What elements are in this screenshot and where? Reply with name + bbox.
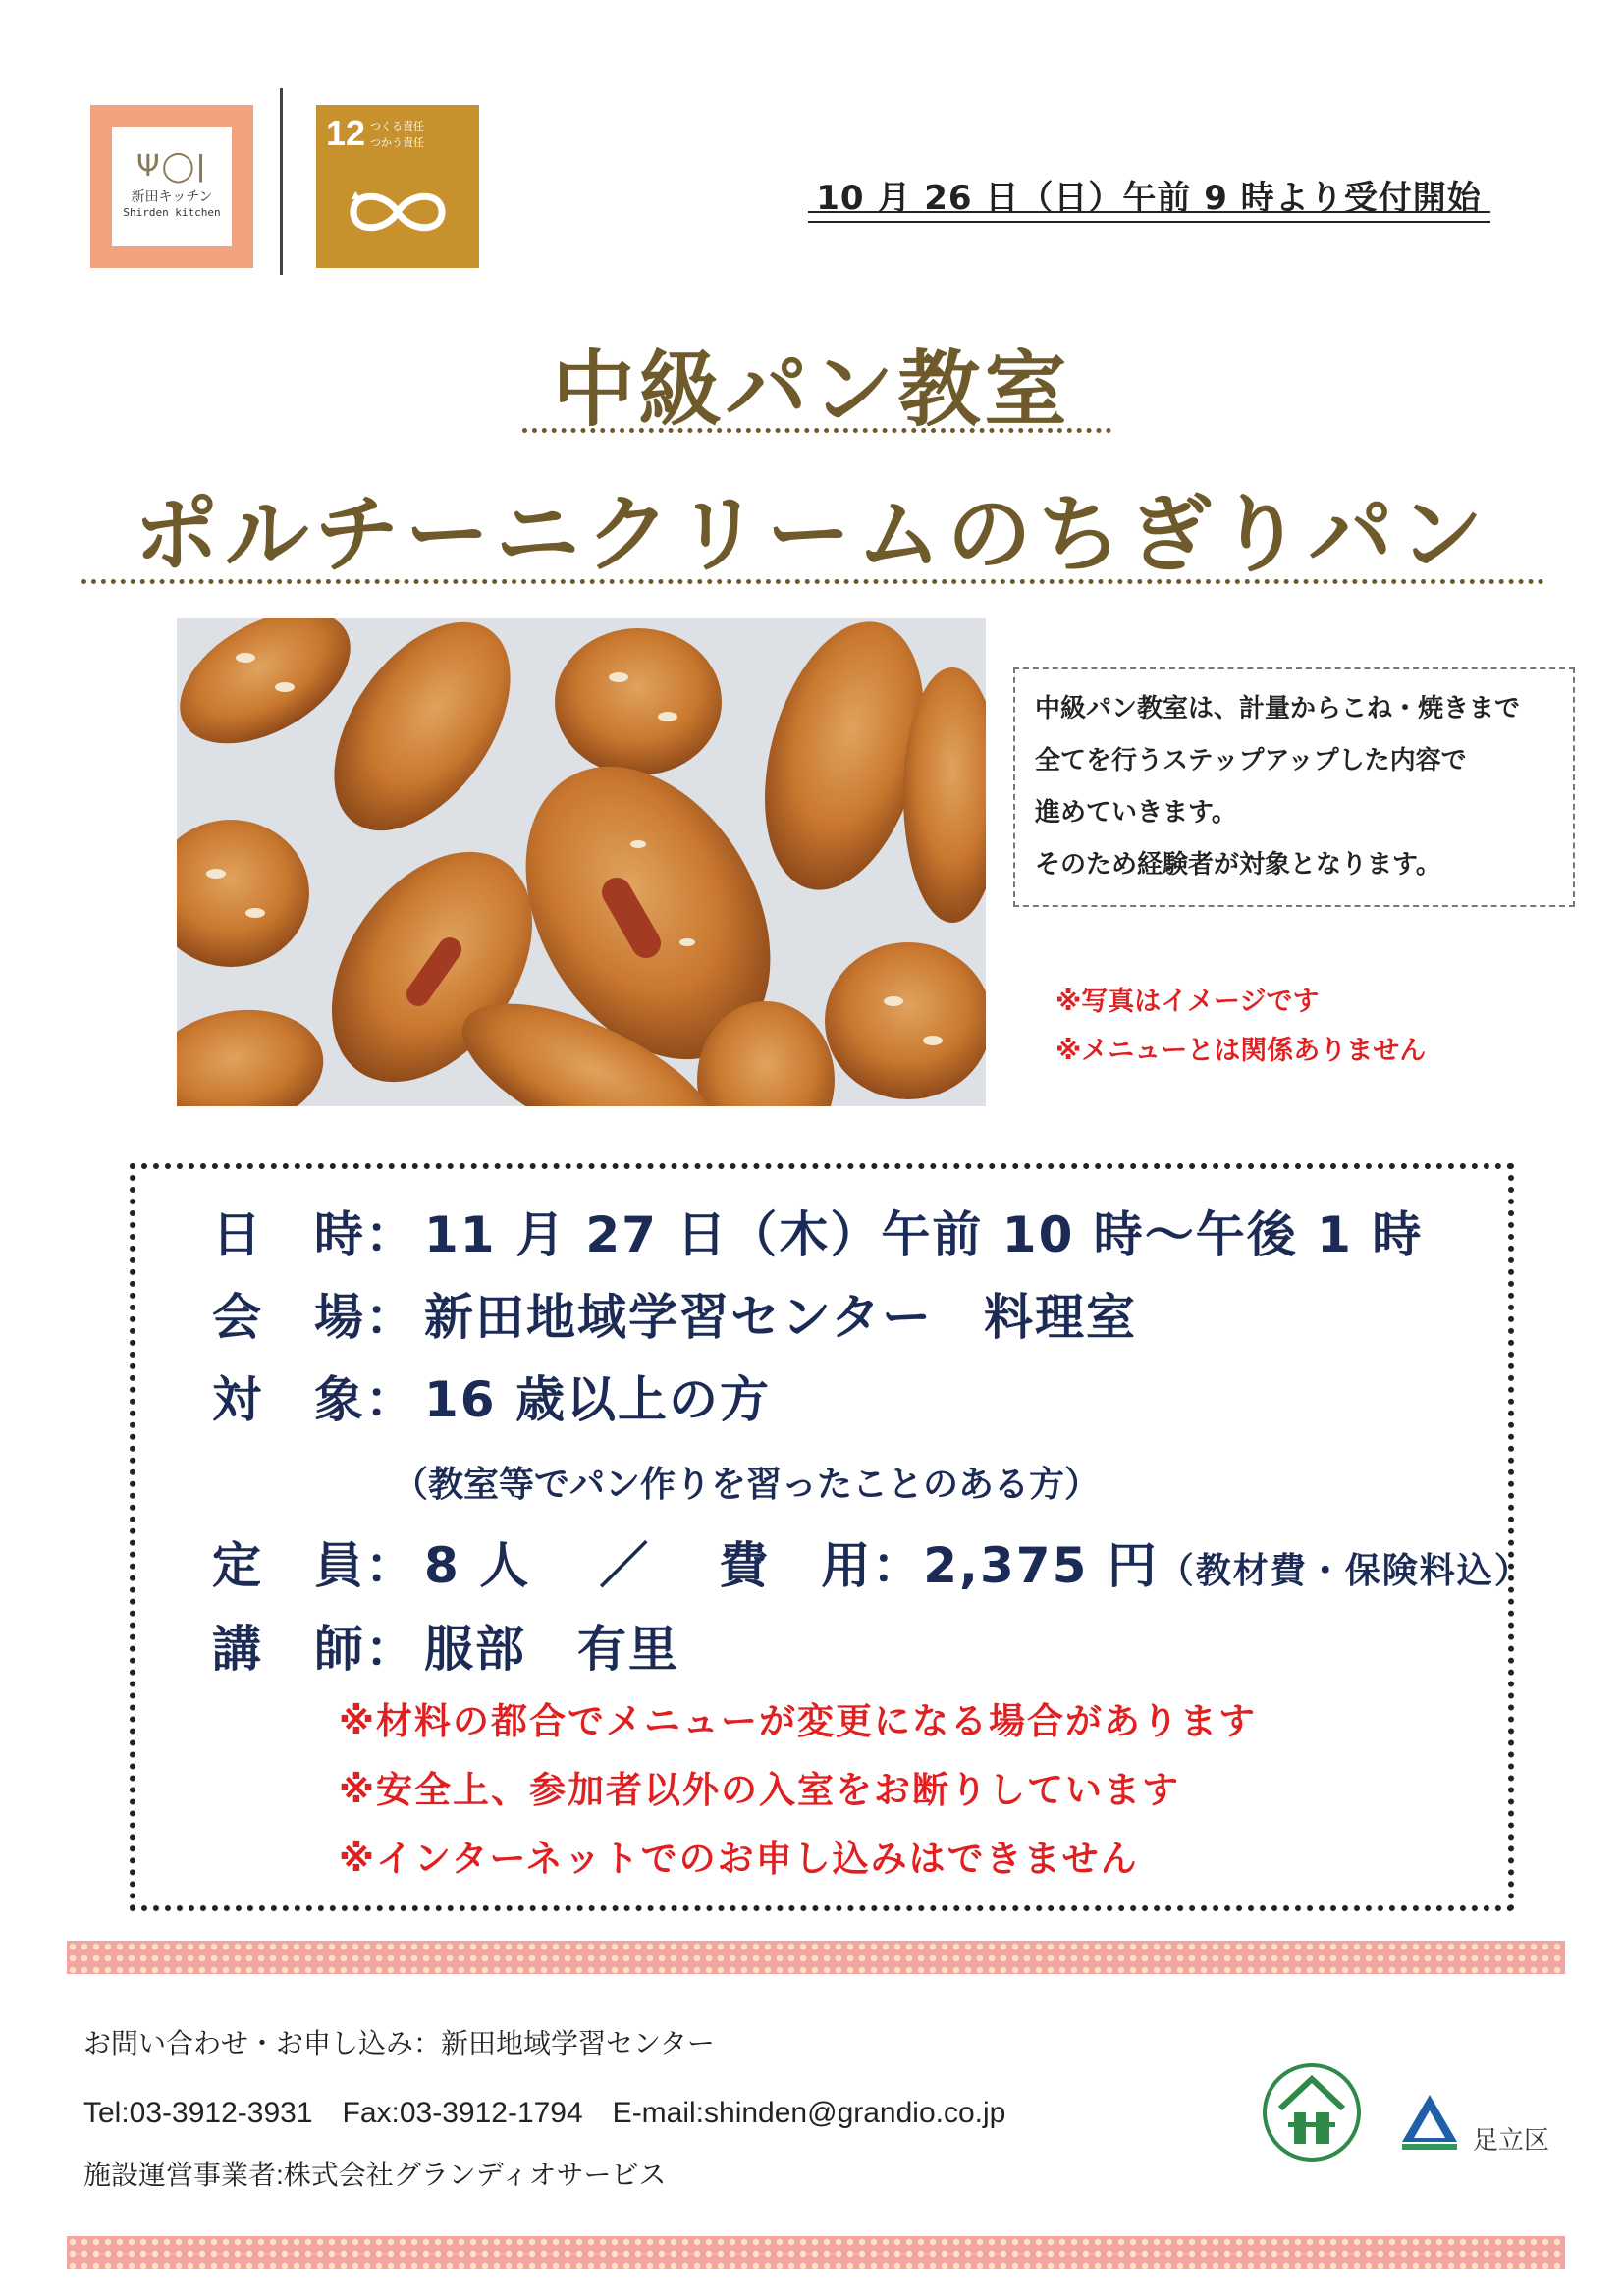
detail-date [212, 1196, 1423, 1266]
detail-instructor-value: 服部 有里 [424, 1621, 679, 1678]
registration-start: 10 月 26 日（日）午前 9 時より受付開始 [816, 179, 1482, 218]
sdg-goal-line1: つくる責任 [370, 120, 424, 133]
kitchen-name-jp: 新田キッチン [131, 189, 213, 206]
detail-fee-label: 費 用： [719, 1537, 924, 1594]
detail-venue-value: 新田地域学習センター 料理室 [424, 1289, 1137, 1346]
contact-inquiry: お問い合わせ・お申し込み：新田地域学習センター [83, 2028, 715, 2058]
shinden-house-logo [1261, 2061, 1363, 2163]
cutlery-icon: Ψ◯ǀ [135, 149, 208, 185]
detail-venue-label: 会 場： [212, 1289, 416, 1346]
decorative-strip-top [67, 1941, 1565, 1974]
detail-instructor [212, 1610, 679, 1681]
bread-photo [177, 618, 986, 1106]
subtitle-dotted-rule [81, 579, 1544, 584]
kitchen-name-en: Shirden kitchen [123, 206, 221, 220]
detail-capacity-fee [212, 1526, 1532, 1597]
detail-fee-value: 2,375 円 [923, 1537, 1159, 1594]
photo-note-1: ※写真はイメージです [1055, 987, 1320, 1017]
description-line-2: 全てを行うステップアップした内容で [1035, 746, 1467, 775]
shinden-kitchen-logo-panel [112, 127, 232, 246]
logo-divider [280, 88, 283, 275]
detail-date-label: 日 時： [212, 1206, 416, 1263]
page-title: 中級パン教室 [552, 342, 1071, 438]
adachi-ward-label: 足立区 [1473, 2126, 1550, 2156]
detail-instructor-label: 講 師： [212, 1621, 416, 1678]
detail-fee-note: （教材費・保険料込） [1158, 1551, 1532, 1591]
shinden-kitchen-logo [90, 105, 253, 268]
description-line-1: 中級パン教室は、計量からこね・焼きまで [1035, 694, 1521, 723]
detail-target-value: 16 歳以上の方 [424, 1371, 771, 1428]
detail-target [212, 1361, 771, 1431]
warning-2: ※安全上、参加者以外の入室をお断りしています [339, 1769, 1180, 1811]
sdg-goal-text [370, 119, 424, 151]
adachi-ward-logo [1398, 2091, 1461, 2154]
sdg12-logo [316, 105, 479, 268]
page-subtitle: ポルチーニクリームのちぎりパン [134, 486, 1489, 584]
warning-3: ※インターネットでのお申し込みはできません [339, 1838, 1139, 1880]
bread-illustration [177, 618, 986, 1106]
sdg-number: 12 [326, 113, 366, 153]
detail-capacity-label: 定 員： [212, 1537, 416, 1594]
description-line-4: そのため経験者が対象となります。 [1035, 850, 1441, 880]
title-dotted-rule [522, 428, 1111, 433]
detail-capacity-value: 8 人 [424, 1537, 531, 1594]
infinity-icon [342, 186, 454, 239]
warning-1: ※材料の都合でメニューが変更になる場合があります [339, 1700, 1257, 1742]
description-line-3: 進めていきます。 [1035, 798, 1237, 828]
decorative-strip-bottom [67, 2236, 1565, 2269]
contact-phone-fax-email: Tel:03-3912-3931 Fax:03-3912-1794 E-mail:shinden@grandio.co.jp [83, 2097, 1006, 2129]
detail-target-note: （教室等でパン作りを習ったことのある方） [393, 1465, 1101, 1505]
contact-operator: 施設運営事業者:株式会社グランディオサービス [83, 2160, 667, 2190]
detail-venue [212, 1278, 1137, 1349]
registration-double-underline [808, 211, 1490, 223]
detail-date-value: 11 月 27 日（木）午前 10 時～午後 1 時 [424, 1206, 1424, 1263]
sdg-goal-line2: つかう責任 [370, 135, 424, 149]
photo-note-2: ※メニューとは関係ありません [1055, 1036, 1427, 1066]
description-box [1013, 667, 1575, 907]
detail-target-label: 対 象： [212, 1371, 416, 1428]
detail-separator: ／ [599, 1537, 651, 1594]
